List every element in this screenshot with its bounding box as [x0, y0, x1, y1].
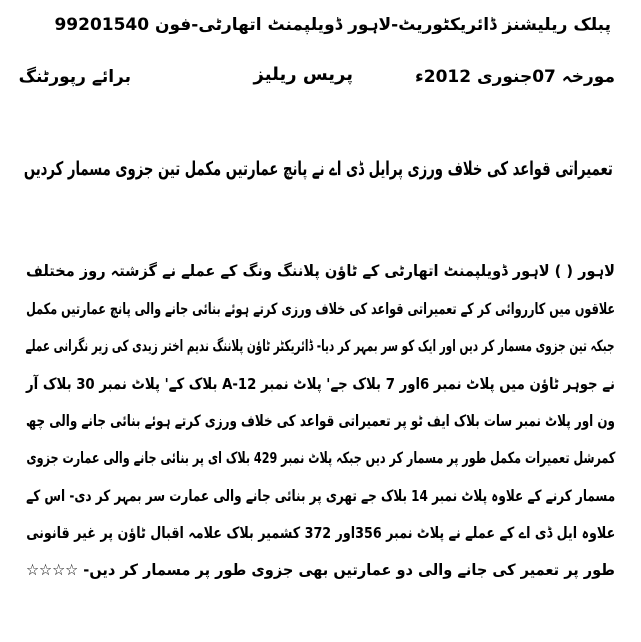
body-line: [0, 300, 615, 318]
body-line-text: علاوہ ایل ڈی اے کے عملے نے پلاٹ نمبر 356اور 372 کشمیر بلاک علامہ اقبال ٹاؤن پر غیر قانونی: [26, 524, 615, 542]
department-header: [54, 14, 611, 35]
headline: [0, 158, 613, 180]
for-reporting-label: [19, 66, 131, 87]
body-line: [0, 375, 615, 393]
body-line-text: علاقوں میں کارروائی کر کے تعمیراتی قواعد کی خلاف ورزی کرتے ہوئے بنائی جانے والی پانچ عمارتیں مکمل: [25, 300, 615, 318]
press-release-label: [254, 64, 353, 85]
body-line: [0, 449, 615, 467]
body-line-text: جبکہ تین جزوی مسمار کر دیں اور ایک کو سر بمہر کر دیا- ڈائریکٹر ٹاؤن پلاننگ ندیم اختر زیدی کی زیر نگرانی عملے: [26, 337, 615, 355]
body-line-text: ون اور پلاٹ نمبر سات بلاک ایف ٹو پر تعمیراتی قواعد کی خلاف ورزی کرتے ہوئے بنائی جانے والی چھ: [25, 412, 615, 430]
body-line: [0, 262, 615, 280]
body-line-text: مسمار کرنے کے علاوہ پلاٹ نمبر 14 بلاک جے تھری پر بنائی جانے والی عمارت سر بمہر کر دی- اس کے: [25, 487, 615, 505]
department-header-text: پبلک ریلیشنز ڈائریکٹوریٹ-لاہور ڈویلپمنٹ اتھارٹی-فون 99201540: [54, 15, 611, 35]
release-date: [415, 66, 615, 87]
headline-text: تعمیراتی قواعد کی خلاف ورزی پرایل ڈی اے نے پانچ عمارتیں مکمل تین جزوی مسمار کردیں: [23, 158, 613, 180]
press-release-label-text: پریس ریلیز: [253, 64, 353, 85]
body-line-text: لاہور ( ) لاہور ڈویلپمنٹ اتھارٹی کے ٹاؤن پلاننگ ونگ کے عملے نے گزشتہ روز مختلف: [26, 262, 615, 280]
release-date-text: مورخہ 07جنوری 2012ء: [415, 67, 615, 87]
body-line: [0, 337, 615, 355]
body-line: [0, 487, 615, 505]
body-line: [0, 412, 615, 430]
body-line: [0, 524, 615, 542]
body-line-text: کمرشل تعمیرات مکمل طور پر مسمار کر دیں جبکہ پلاٹ نمبر 429 بلاک ای پر بنائی جانے والی عمارت جزوی: [25, 449, 615, 467]
body-line-text: نے جوہر ٹاؤن میں پلاٹ نمبر 6اور 7 بلاک جے' پلاٹ نمبر A-12 بلاک کے' پلاٹ نمبر 30 بلاک آر: [26, 375, 615, 393]
body-line-text: طور پر تعمیر کی جانے والی دو عمارتیں بھی جزوی طور پر مسمار کر دیں- ☆☆☆☆: [25, 561, 615, 579]
for-reporting-label-text: برائے رپورٹنگ: [18, 67, 131, 87]
body-line: [0, 561, 615, 579]
